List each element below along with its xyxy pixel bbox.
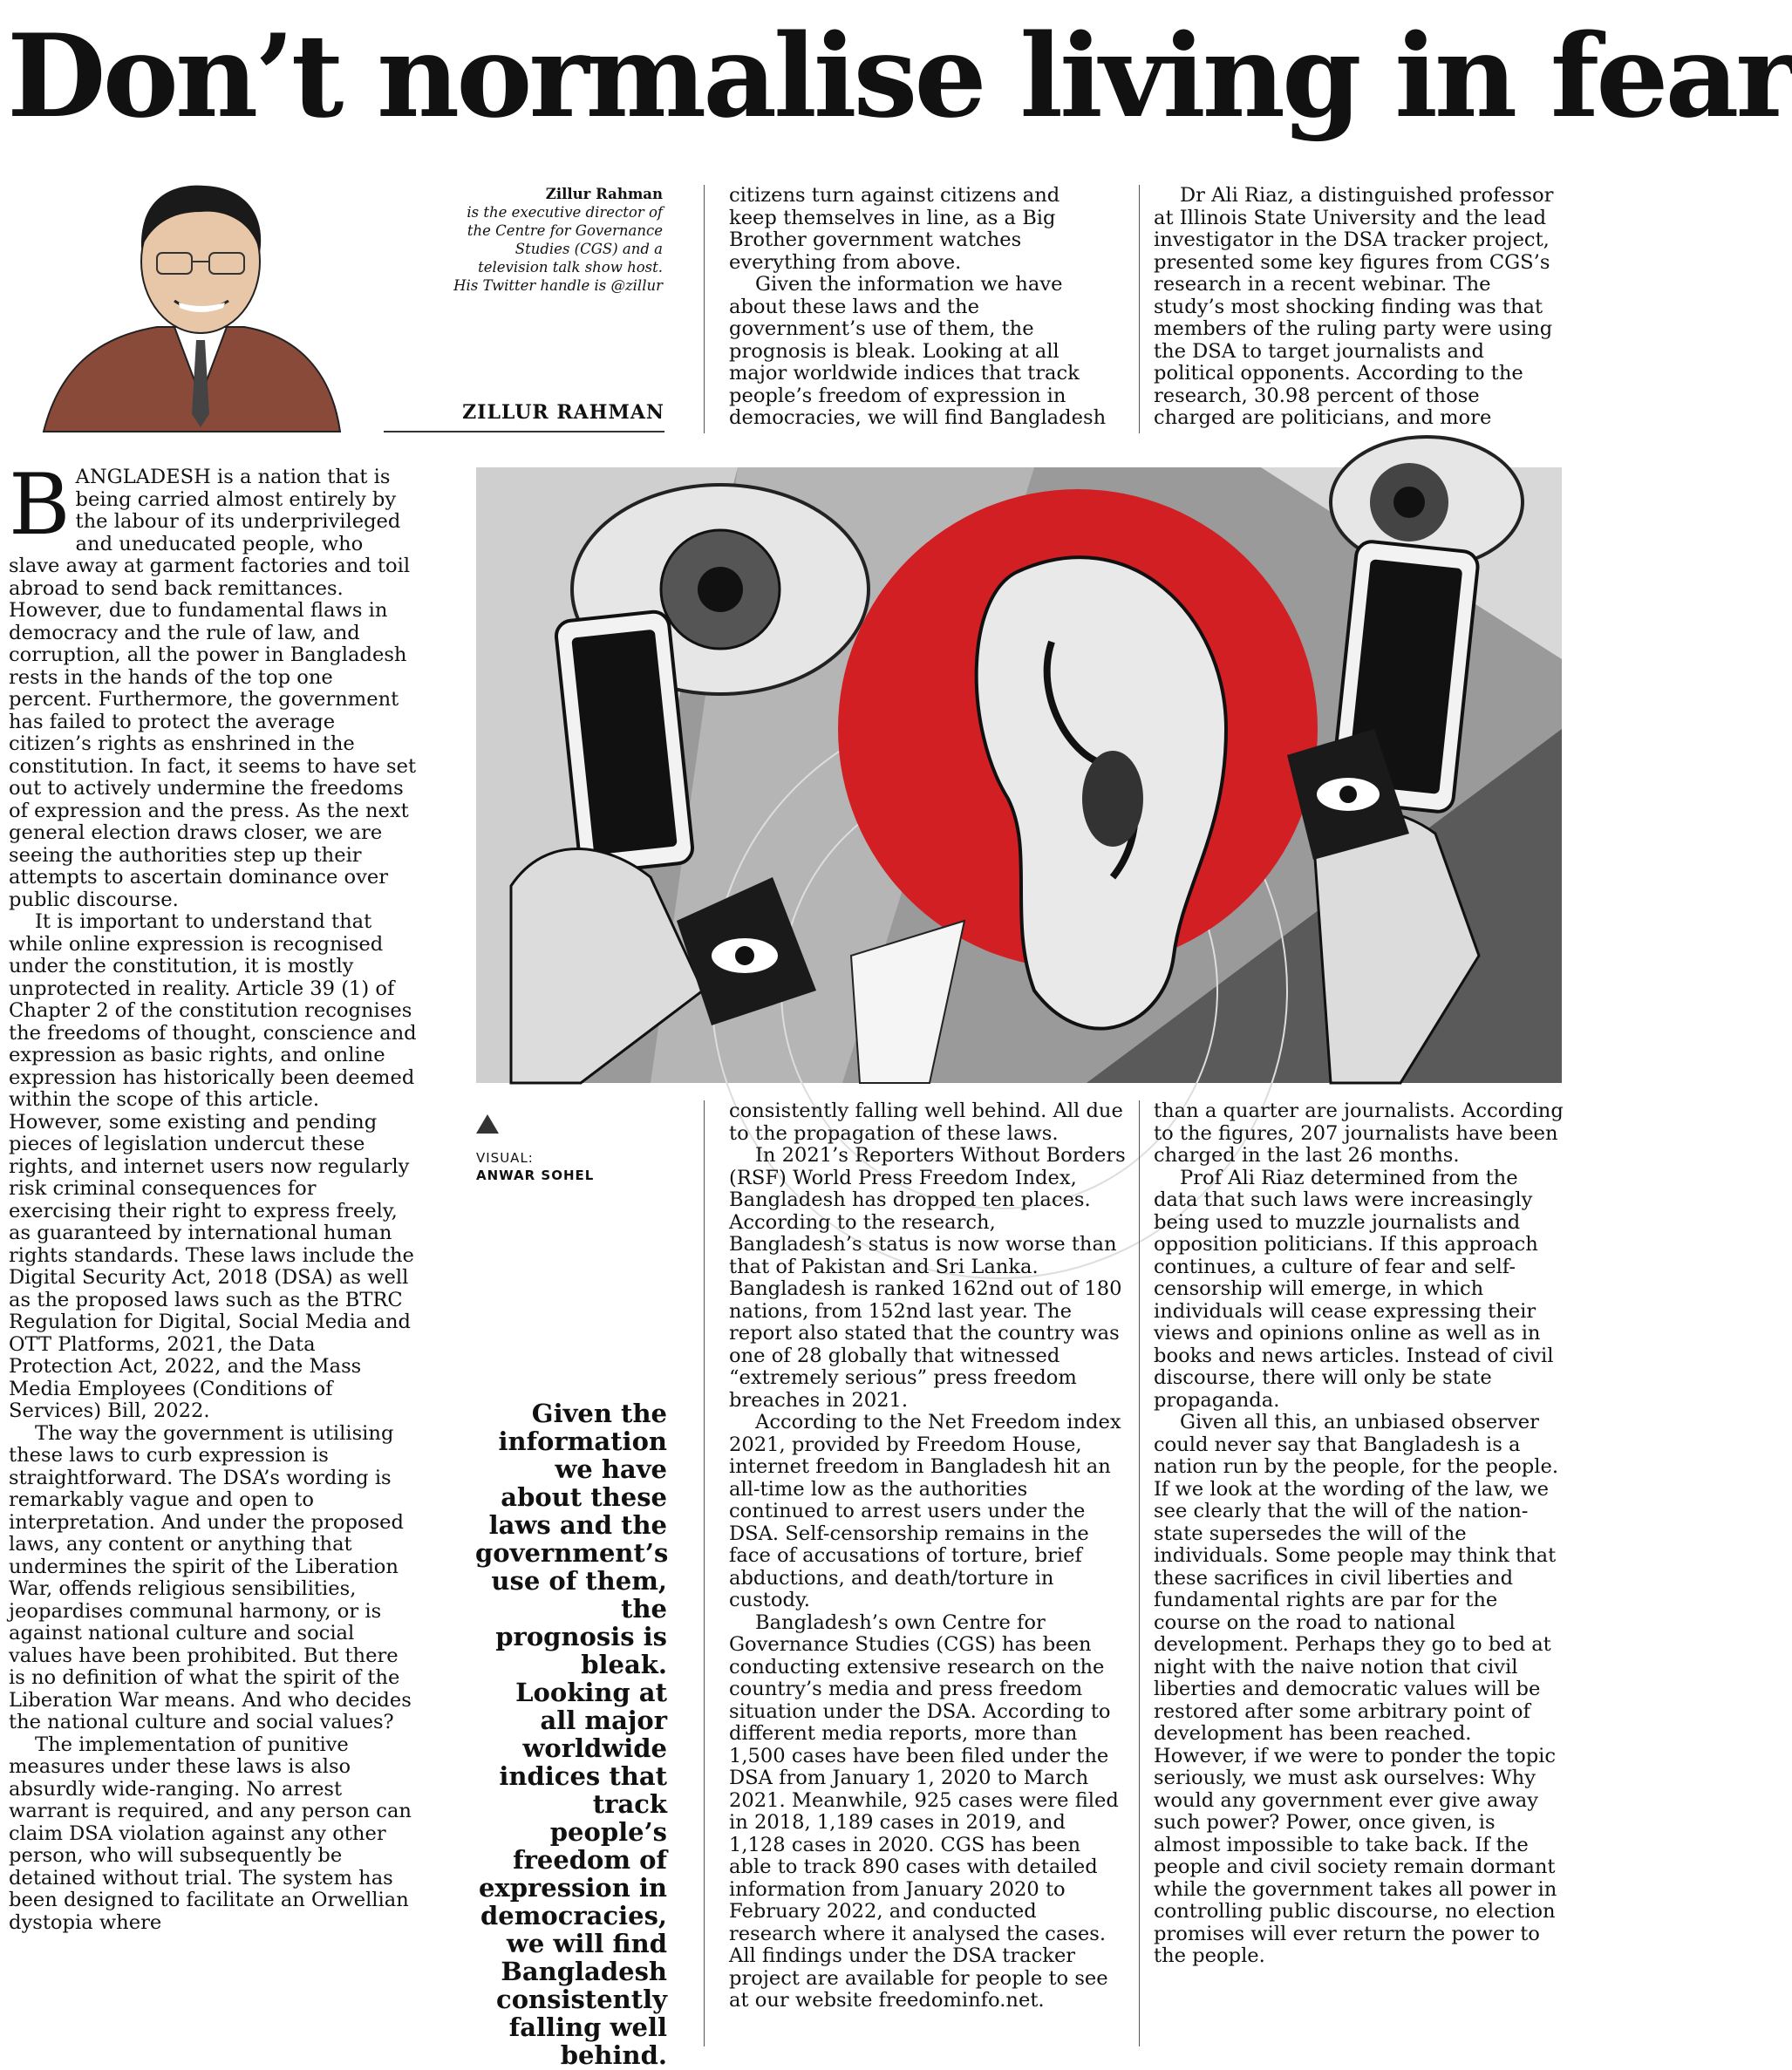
visual-credit-label: VISUAL: bbox=[476, 1150, 534, 1166]
headline: Don’t normalise living in fear bbox=[7, 9, 1792, 143]
drop-cap: B bbox=[9, 456, 71, 554]
column-rule bbox=[1139, 185, 1140, 433]
column-rule bbox=[704, 185, 705, 433]
paragraph: Dr Ali Riaz, a distinguished professor at Illinois State University and the lead investigator in the DSA tracker project, presented some key figures from CGS’s research in a recent webinar. The study’s most shocking finding was that members of the ruling party were using the DSA to target journalists and political opponents. According to the research, 30.98 percent of those charged are politicians, and more bbox=[1154, 184, 1554, 429]
byline: ZILLUR RAHMAN bbox=[462, 401, 664, 424]
paragraph: BANGLADESH is a nation that is being carried almost entirely by the labour of its underprivileged and uneducated people, who slave away at garment factories and toil abroad to send back remittances. However, due to fundamental flaws in democracy and the rule of law, and corruption, all the power in Bangladesh rests in the hands of the top one percent. Furthermore, the government has failed to protect the average citizen’s rights as enshrined in the constitution. In fact, it seems to have set out to actively undermine the freedoms of expression and the press. As the next general election draws closer, we are seeing the authorities step up their attempts to ascertain dominance over public discourse. bbox=[9, 456, 417, 911]
author-name: Zillur Rahman bbox=[545, 186, 663, 202]
surveillance-illustration bbox=[476, 467, 1562, 1083]
paragraph: than a quarter are journalists. According to the figures, 207 journalists have been charged in the last 26 months. bbox=[1154, 1100, 1564, 1167]
eye-ear-phones-art bbox=[476, 467, 1562, 1083]
paragraph: In 2021’s Reporters Without Borders (RSF) World Press Freedom Index, Bangladesh has dropped ten places. According to the research, Bangladesh’s status is now worse than that of Pakistan and Sri Lanka. Bangladesh is ranked 162nd out of 180 nations, from 152nd last year. The report also stated that the country was one of 28 globally that witnessed “extremely serious” press freedom breaches in 2021. bbox=[729, 1144, 1126, 1412]
paragraph: Bangladesh’s own Centre for Governance Studies (CGS) has been conducting extensive research on the country’s media and press freedom situation under the DSA. According to different media reports, more than 1,500 cases have been filed under the DSA from January 1, 2020 to March 2021. Meanwhile, 925 cases were filed in 2018, 1,189 cases in 2019, and 1,128 cases in 2020. CGS has been able to track 890 cases with detailed information from January 2020 to February 2022, and conducted research where it analysed the cases. All findings under the DSA tracker project are available for people to see at our website freedominfo.net. bbox=[729, 1610, 1119, 2012]
column-3-top bbox=[1154, 185, 1565, 436]
column-1 bbox=[9, 456, 419, 2049]
paragraph: According to the Net Freedom index 2021, provided by Freedom House, internet freedom in Bangladesh hit an all-time low as the authorities continued to arrest users under the DSA. Self-censorship remains in the face of accusations of torture, brief abductions, and death/torture in custody. bbox=[729, 1411, 1121, 1611]
author-bio: is the executive director of the Centre for Governance Studies (CGS) and a television talk show host. His Twitter handle is @zillur bbox=[453, 204, 663, 294]
paragraph: citizens turn against citizens and keep themselves in line, as a Big Brother government watches everything from above. bbox=[729, 184, 1060, 274]
paragraph: Prof Ali Riaz determined from the data that such laws were increasingly being used to muzzle journalists and opposition politicians. If this approach continues, a culture of fear and self-censorship will emerge, in which individuals will cease expressing their views and opinions online as well as in books and news articles. Instead of civil discourse, there will only be state propaganda. bbox=[1154, 1166, 1554, 1412]
column-2-top bbox=[729, 185, 1113, 436]
author-portrait bbox=[26, 170, 366, 432]
visual-credit-name: ANWAR SOHEL bbox=[476, 1168, 595, 1183]
paragraph: consistently falling well behind. All due to the propagation of these laws. bbox=[729, 1100, 1123, 1145]
pull-quote: Given the information we have about these laws and the government’s use of them, the prognosis is bleak. Looking at all major worldwide indices that track people’s freedom of expression in democracies, we will find Bangladesh consistently falling well behind. bbox=[475, 1399, 669, 2070]
paragraph: The way the government is utilising these laws to curb expression is straightforward. The DSA’s wording is remarkably vague and open to interpretation. And under the proposed laws, any content or anything that undermines the spirit of the Liberation War, offends religious sensibilities, jeopardises communal harmony, or is against national culture and social values have been prohibited. But there is no definition of what the spirit of the Liberation War means. And who decides the national culture and social values? bbox=[9, 1421, 412, 1733]
column-3-bottom bbox=[1154, 1100, 1565, 2049]
visual-credit bbox=[476, 1149, 594, 1184]
paragraph: The implementation of punitive measures under these laws is also absurdly wide-ranging. No arrest warrant is required, and any person can claim DSA violation against any other person, who will subsequently be detained without trial. The system has been designed to facilitate an Orwellian dystopia where bbox=[9, 1733, 412, 1934]
column-rule bbox=[704, 1100, 705, 2046]
column-2-bottom bbox=[729, 1100, 1126, 2049]
paragraph: Given the information we have about these laws and the government’s use of them, the prognosis is bleak. Looking at all major worldwide indices that track people’s freedom of expression in democracies, we will find Bangladesh bbox=[729, 273, 1107, 429]
triangle-marker-icon bbox=[476, 1114, 499, 1134]
column-rule bbox=[1139, 1100, 1140, 2046]
byline-rule bbox=[384, 431, 664, 432]
paragraph: It is important to understand that while online expression is recognised under the constitution, it is mostly unprotected in reality. Article 39 (1) of Chapter 2 of the constitution recognises the freedoms of thought, conscience and expression as basic rights, and online expression has historically been deemed within the scope of this article. However, some existing and pending pieces of legislation undercut these rights, and internet users now regularly risk criminal consequences for exercising their right to express freely, as guaranteed by international human rights standards. These laws include the Digital Security Act, 2018 (DSA) as well as the proposed laws such as the BTRC Regulation for Digital, Social Media and OTT Platforms, 2021, the Data Protection Act, 2022, and the Mass Media Employees (Conditions of Services) Bill, 2022. bbox=[9, 910, 417, 1422]
author-bio-block bbox=[453, 185, 663, 295]
paragraph: Given all this, an unbiased observer could never say that Bangladesh is a nation run by the people, for the people. If we look at the wording of the law, we see clearly that the will of the nation-state supersedes the will of the individuals. Some people may think that these sacrifices in civil liberties and fundamental rights are par for the course on the road to national development. Perhaps they go to bed at night with the naive notion that civil liberties and democratic values will be restored after some arbitrary point of development has been reached. However, if we were to ponder the topic seriously, we must ask ourselves: Why would any government ever give away such power? Power, once given, is almost impossible to take back. If the people and civil society remain dormant while the government takes all power in controlling public discourse, no election promises will ever return the power to the people. bbox=[1154, 1411, 1559, 1967]
